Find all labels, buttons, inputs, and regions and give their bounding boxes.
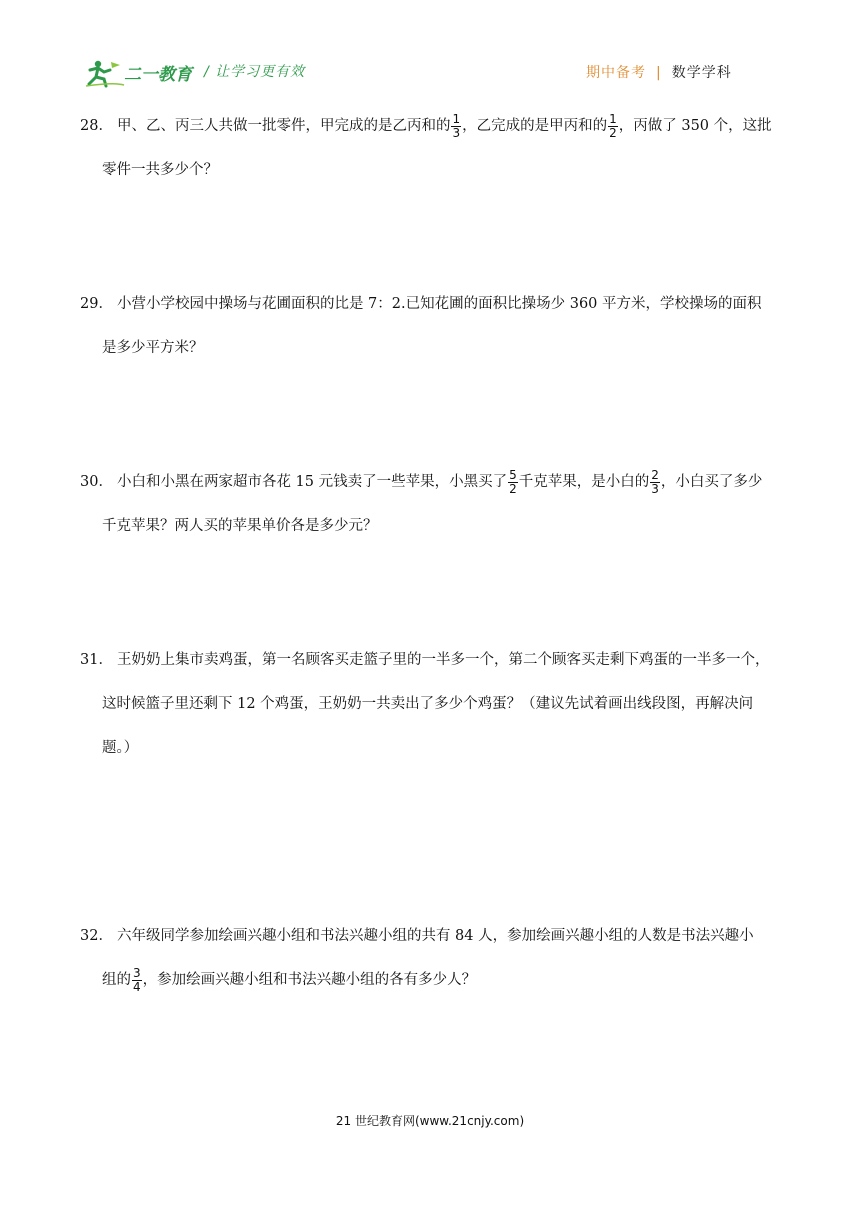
- fraction-denominator: 2: [609, 125, 617, 140]
- fraction-denominator: 4: [133, 979, 141, 994]
- subject-label: 数学学科: [671, 65, 732, 81]
- question-31: [80, 638, 780, 770]
- question-line: [80, 104, 780, 148]
- question-text: 小白和小黑在两家超市各花 15 元钱卖了一些苹果，小黑买了: [116, 474, 508, 490]
- question-number: 31．: [80, 652, 113, 668]
- fraction-numerator: 3: [133, 965, 141, 980]
- slogan: / 让学习更有效: [204, 64, 306, 80]
- question-30: [80, 460, 780, 548]
- question-text: 六年级同学参加绘画兴趣小组和书法兴趣小组的共有 84 人，参加绘画兴趣小组的人数是书法兴趣小: [116, 928, 754, 944]
- question-line: 千克苹果？两人买的苹果单价各是多少元？: [102, 518, 378, 534]
- fraction: [650, 469, 660, 496]
- fraction: [508, 469, 518, 496]
- runner-icon: [86, 61, 124, 86]
- header-right: [586, 62, 732, 82]
- fraction-denominator: 2: [509, 481, 517, 496]
- question-text: 组的: [102, 972, 131, 988]
- question-32: [80, 914, 780, 1002]
- page-header: [0, 0, 860, 96]
- question-line: [80, 282, 780, 326]
- question-28: [80, 104, 780, 192]
- question-number: 29．: [80, 296, 113, 312]
- question-text: 甲、乙、丙三人共做一批零件，甲完成的是乙丙和的: [116, 118, 451, 134]
- question-number: 32．: [80, 928, 113, 944]
- fraction-numerator: 1: [452, 111, 461, 126]
- question-line: [80, 460, 780, 504]
- question-text: 千克苹果，是小白的: [518, 474, 650, 490]
- fraction-denominator: 3: [452, 125, 461, 140]
- exam-term: 期中备考: [586, 65, 646, 81]
- question-text: ，小白买了多少: [660, 474, 763, 490]
- fraction-numerator: 2: [651, 467, 659, 482]
- question-text: 小营小学校园中操场与花圃面积的比是 7：2.已知花圃的面积比操场少 360 平方米，学校操场的面积: [116, 296, 762, 312]
- question-text: ，丙做了 350 个，这批: [618, 118, 772, 134]
- question-line: [80, 958, 780, 1002]
- question-line: 是多少平方米？: [102, 340, 204, 356]
- fraction: [132, 967, 142, 994]
- page-footer: 21 世纪教育网(www.21cnjy.com): [335, 1114, 525, 1128]
- question-number: 28．: [80, 118, 113, 134]
- question-text: 王奶奶上集市卖鸡蛋，第一名顾客买走篮子里的一半多一个，第二个顾客买走剩下鸡蛋的一半多一个，: [116, 652, 770, 668]
- question-line: 零件一共多少个？: [102, 162, 218, 178]
- fraction: [608, 113, 618, 140]
- question-text: ，参加绘画兴趣小组和书法兴趣小组的各有多少人？: [142, 972, 477, 988]
- question-29: [80, 282, 780, 370]
- fraction-numerator: 5: [509, 467, 517, 482]
- logo: [84, 58, 202, 88]
- question-line: [80, 914, 780, 958]
- question-number: 30．: [80, 474, 113, 490]
- question-line: 这时候篮子里还剩下 12 个鸡蛋，王奶奶一共卖出了多少个鸡蛋？（建议先试着画出线段图，再解决问: [102, 696, 754, 712]
- question-line: [80, 638, 780, 682]
- fraction-numerator: 1: [609, 111, 617, 126]
- header-separator: |: [656, 65, 662, 81]
- fraction: [451, 113, 461, 140]
- question-text: ，乙完成的是甲丙和的: [462, 118, 608, 134]
- fraction-denominator: 3: [651, 481, 659, 496]
- question-line: 题。）: [102, 740, 139, 756]
- logo-text: 二一教育: [124, 65, 192, 85]
